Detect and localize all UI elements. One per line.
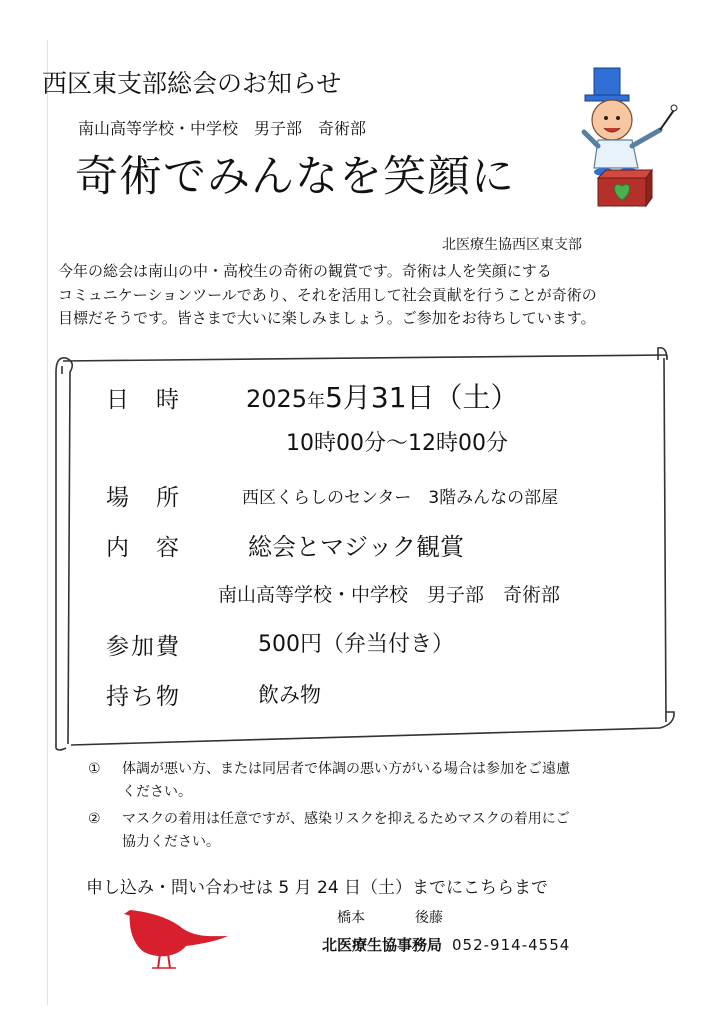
contact-name: 橋本 xyxy=(337,910,365,926)
office-name: 北医療生協事務局 xyxy=(322,936,443,954)
apply-info: 申し込み・問い合わせは 5 月 24 日（土）までにこちらまで xyxy=(86,878,549,898)
datetime-label: 日 時 xyxy=(106,387,181,413)
intro-line: 今年の総会は南山の中・高校生の奇術の観賞です。奇術は人を笑顔にする xyxy=(58,262,552,280)
note-text-cont: 協力ください。 xyxy=(122,834,220,850)
intro-line: 目標だそうです。皆さまで大いに楽しみましょう。ご参加をお待ちしています。 xyxy=(58,309,596,327)
note-text-cont: ください。 xyxy=(122,784,192,800)
headline: 奇術でみんなを笑顔に xyxy=(75,152,515,202)
notice-title: 西区東支部総会のお知らせ xyxy=(42,69,342,98)
note-item xyxy=(88,758,570,781)
event-content: 総会とマジック観賞 xyxy=(248,533,464,561)
club-name: 南山高等学校・中学校 男子部 奇術部 xyxy=(78,119,367,138)
event-bring: 飲み物 xyxy=(258,683,321,707)
event-fee: 500円（弁当付き） xyxy=(258,632,454,657)
event-date xyxy=(246,376,519,416)
note-text: マスクの着用は任意ですが、感染リスクを抑えるためマスクの着用にご xyxy=(122,811,570,827)
organization: 北医療生協西区東支部 xyxy=(442,237,582,253)
office-info xyxy=(322,934,570,955)
bring-label: 持ち物 xyxy=(106,684,181,710)
event-place: 西区くらしのセンター 3階みんなの部屋 xyxy=(242,488,559,508)
contact-names xyxy=(337,907,493,927)
note-number: ② xyxy=(88,811,101,827)
date-year-suffix: 年 xyxy=(307,391,326,412)
event-club: 南山高等学校・中学校 男子部 奇術部 xyxy=(218,584,561,606)
content-label: 内 容 xyxy=(106,535,181,561)
office-phone: 052-914-4554 xyxy=(452,936,571,954)
note-text: 体調が悪い方、または同居者で体調の悪い方がいる場合は参加をご遠慮 xyxy=(122,761,570,777)
intro-line: コミュニケーションツールであり、それを活用して社会貢献を行うことが奇術の xyxy=(58,286,597,304)
place-label: 場 所 xyxy=(106,485,181,511)
fee-label: 参加費 xyxy=(106,634,181,660)
date-day: 5月31日（土） xyxy=(325,381,519,414)
note-number: ① xyxy=(88,761,101,777)
event-time: 10時00分～12時00分 xyxy=(286,431,508,456)
date-year: 2025 xyxy=(246,385,308,413)
contact-name: 後藤 xyxy=(415,910,443,926)
note-item xyxy=(88,808,570,831)
